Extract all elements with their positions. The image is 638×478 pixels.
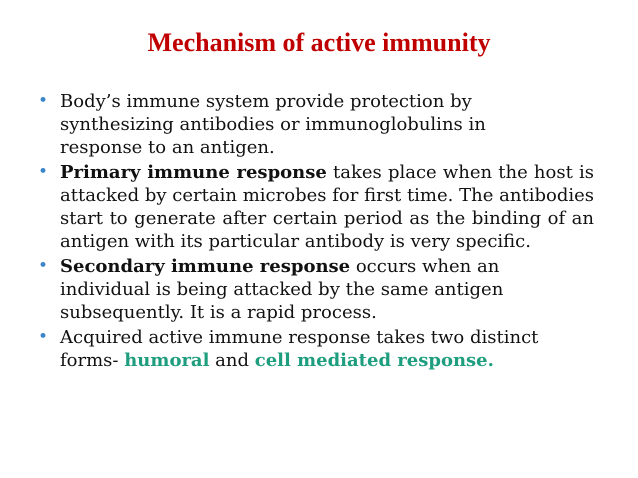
bullet-list [38,90,594,374]
bullet-text: Body’s immune system provide protection by synthesizing antibodies or immunoglobulins in response to an antigen. [60,91,486,158]
bullet-bold-term: Secondary immune response [60,256,351,277]
bullet-item-4 [38,326,580,372]
bullet-item-1 [38,90,530,159]
bullet-icon: • [38,91,49,111]
bullet-text: Acquired active immune response takes two distinct forms- [60,327,539,371]
bullet-icon: • [38,256,49,276]
slide-title: Mechanism of active immunity [147,28,491,57]
highlight-humoral: humoral [124,350,210,371]
bullet-icon: • [38,327,49,347]
bullet-text: occurs when an individual is being attacked by the same antigen subsequently. It is a rapid process. [60,256,504,323]
bullet-text: takes place when the host is attacked by certain microbes for first time. The antibodies start to generate after certain period as the binding of an antigen with its particular antibody is very specific. [60,162,594,252]
highlight-cell-mediated: cell mediated response. [254,350,494,371]
bullet-item-2 [38,161,594,253]
bullet-item-3 [38,255,530,324]
bullet-text-mid: and [209,350,255,371]
bullet-bold-term: Primary immune response [60,162,327,183]
bullet-icon: • [38,162,49,182]
